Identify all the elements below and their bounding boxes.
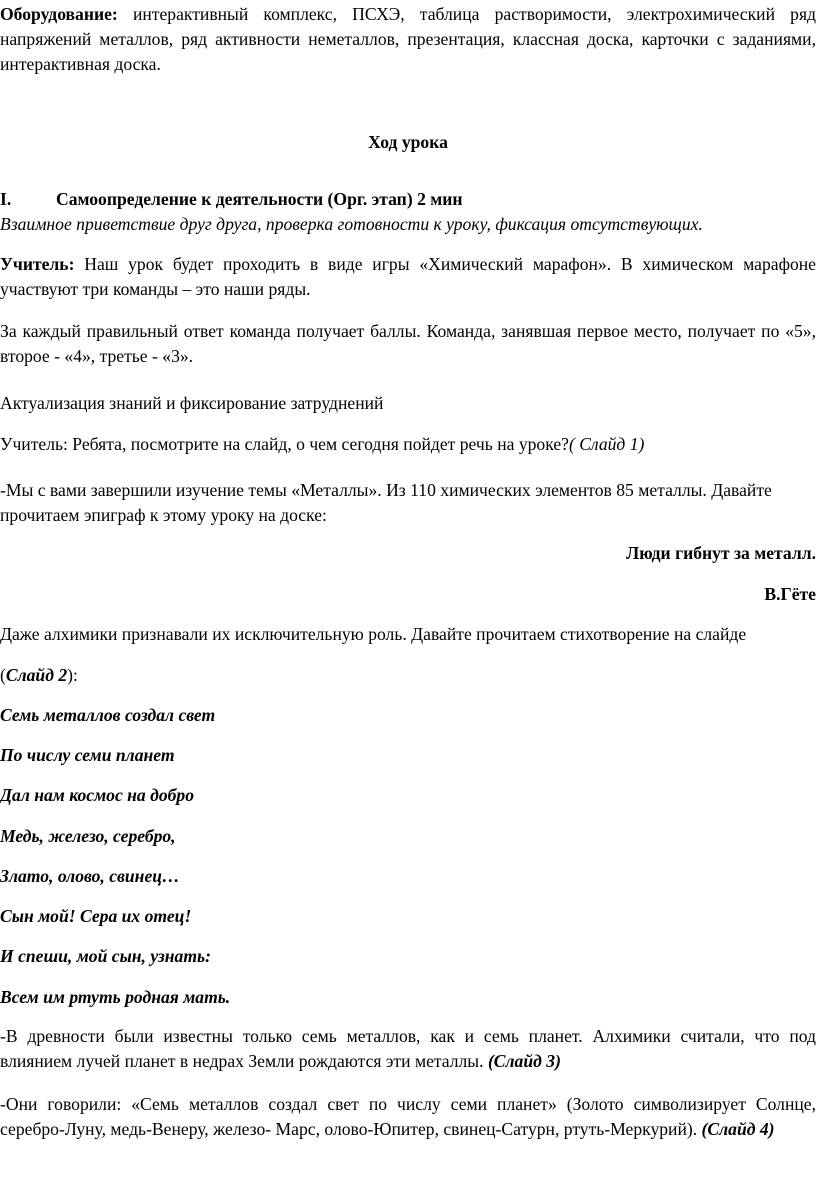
teacher-label: Учитель: bbox=[0, 254, 75, 274]
teacher-intro-paragraph bbox=[0, 252, 816, 302]
antiquity-paragraph bbox=[0, 1024, 816, 1074]
poem-line: По числу семи планет bbox=[0, 745, 175, 765]
section1-subtitle: Взаимное приветствие друг друга, проверка готовности к уроку, фиксация отсутствующих. bbox=[0, 214, 703, 234]
slide1-reference: ( Слайд 1) bbox=[568, 434, 645, 454]
epigraph-quote: Люди гибнут за металл. bbox=[626, 543, 816, 563]
planets-text: -Они говорили: «Семь металлов создал свет по числу семи планет» (Золото символизирует Солнце, серебро-Луну, медь-Венеру, железо- Марс, олово-Юпитер, свинец-Сатурн, ртуть-Меркурий). bbox=[0, 1094, 816, 1139]
slide4-reference: (Слайд 4) bbox=[701, 1119, 775, 1139]
teacher-intro-text: Наш урок будет проходить в виде игры «Химический марафон». В химическом марафоне участвуют три команды – это наши ряды. bbox=[0, 254, 816, 299]
slide2-close: ): bbox=[67, 665, 78, 685]
poem-line: И спеши, мой сын, узнать: bbox=[0, 946, 211, 966]
poem-line: Семь металлов создал свет bbox=[0, 705, 216, 725]
metals-paragraph: -Мы с вами завершили изучение темы «Металлы». Из 110 химических элементов 85 металлы. Давайте прочитаем эпиграф к этому уроку на доске: bbox=[0, 480, 772, 525]
slide2-open: ( bbox=[0, 665, 6, 685]
actualization-heading: Актуализация знаний и фиксирование затруднений bbox=[0, 393, 384, 413]
slide3-reference: (Слайд 3) bbox=[487, 1051, 561, 1071]
section1-number: I. bbox=[0, 189, 12, 209]
slide2-label: Слайд 2 bbox=[5, 665, 68, 685]
poem-line: Всем им ртуть родная мать. bbox=[0, 987, 231, 1007]
section1-title: Самоопределение к деятельности (Орг. этап) 2 мин bbox=[56, 189, 463, 209]
planets-paragraph bbox=[0, 1092, 816, 1142]
lesson-heading: Ход урока bbox=[368, 132, 448, 152]
section1-heading bbox=[0, 187, 816, 212]
equipment-paragraph bbox=[0, 2, 816, 77]
points-paragraph: За каждый правильный ответ команда получает баллы. Команда, занявшая первое место, получает по «5», второе - «4», третье - «3». bbox=[0, 321, 816, 366]
poem-line: Злато, олово, свинец… bbox=[0, 866, 180, 886]
teacher-question-paragraph bbox=[0, 432, 816, 457]
slide2-reference bbox=[0, 663, 816, 688]
poem-line: Дал нам космос на добро bbox=[0, 785, 195, 805]
equipment-text: интерактивный комплекс, ПСХЭ, таблица растворимости, электрохимический ряд напряжений металлов, ряд активности неметаллов, презентация, классная доска, карточки с заданиями, интерактивная доска. bbox=[0, 4, 816, 74]
poem-line: Сын мой! Сера их отец! bbox=[0, 906, 192, 926]
equipment-label: Оборудование: bbox=[0, 4, 118, 24]
epigraph-author: В.Гёте bbox=[764, 584, 816, 604]
alchemists-paragraph: Даже алхимики признавали их исключительную роль. Давайте прочитаем стихотворение на слайде bbox=[0, 624, 747, 644]
poem-line: Медь, железо, серебро, bbox=[0, 826, 176, 846]
antiquity-text: -В древности были известны только семь металлов, как и семь планет. Алхимики считали, что под влиянием лучей планет в недрах Земли рождаются эти металлы. bbox=[0, 1026, 816, 1071]
teacher-question-text: Учитель: Ребята, посмотрите на слайд, о чем сегодня пойдет речь на уроке? bbox=[0, 434, 569, 454]
